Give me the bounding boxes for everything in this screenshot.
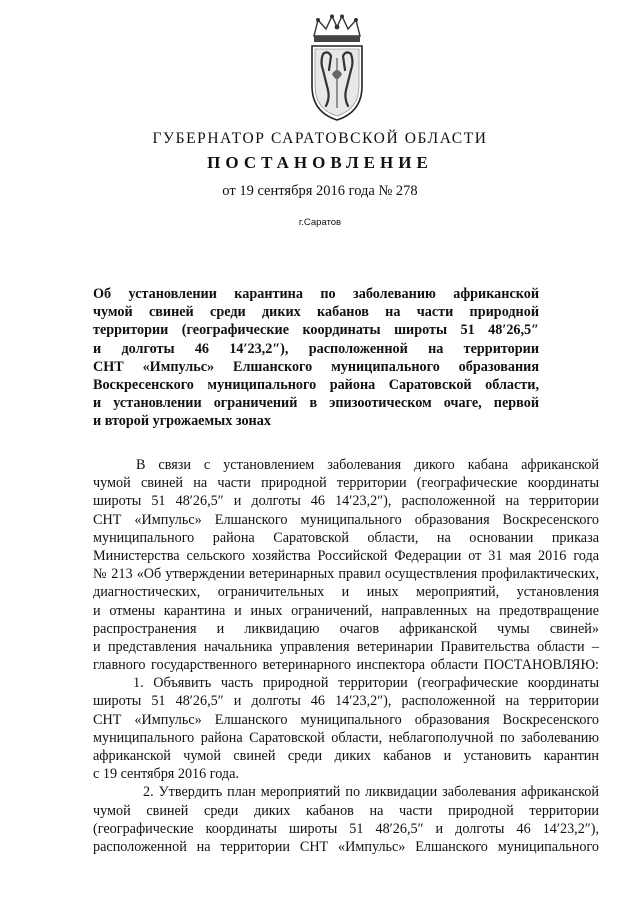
body-line: чумой свиней на части природной территории (географические координаты xyxy=(93,475,599,492)
body-line: муниципального района Саратовской области, неблагополучной по заболеванию xyxy=(93,729,599,746)
body-line: муниципального района Саратовской области, на основании приказа xyxy=(93,529,599,546)
document-body xyxy=(93,456,599,856)
title-line: Воскресенского муниципального района Саратовской области, xyxy=(93,376,539,393)
title-line: и второй угрожаемых зонах xyxy=(93,413,271,430)
issuing-authority: ГУБЕРНАТОР САРАТОВСКОЙ ОБЛАСТИ xyxy=(152,130,488,147)
title-line: и долготы 46 14′23,2″), расположенной на территории xyxy=(93,340,539,357)
title-line: чумой свиней среди диких кабанов на части природной xyxy=(93,304,539,321)
body-line: чумой свиней среди диких кабанов на части природной территории xyxy=(93,802,599,819)
body-line: СНТ «Импульс» Елшанского муниципального образования Воскресенского xyxy=(93,511,599,528)
document-title xyxy=(93,285,539,431)
body-line: широты 51 48′26,5″ и долготы 46 14′23,2″), расположенной на территории xyxy=(93,693,599,710)
title-line: территории (географические координаты широты 51 48′26,5″ xyxy=(93,322,539,339)
document-type: ПОСТАНОВЛЕНИЕ xyxy=(207,153,433,172)
title-line: Об установлении карантина по заболеванию африканской xyxy=(93,286,539,302)
body-line: 2. Утвердить план мероприятий по ликвидации заболевания африканской xyxy=(143,784,599,801)
body-line: СНТ «Импульс» Елшанского муниципального образования Воскресенского xyxy=(93,711,599,728)
body-line: и представления начальника управления ветеринарии Правительства области – xyxy=(93,638,599,655)
body-line: с 19 сентября 2016 года. xyxy=(93,766,239,783)
body-line: расположенной на территории СНТ «Импульс» Елшанского муниципального xyxy=(93,838,599,855)
body-line: главного государственного ветеринарного инспектора области ПОСТАНОВЛЯЮ: xyxy=(93,657,599,674)
title-line: СНТ «Импульс» Елшанского муниципального образования xyxy=(93,358,539,375)
body-line: распространения и ликвидацию очагов африканской чумы свиней» xyxy=(93,620,599,637)
body-line: 1. Объявить часть природной территории (географические координаты xyxy=(133,675,599,692)
saratov-coat-of-arms-emblem xyxy=(306,14,368,122)
body-line: африканской чумой свиней среди диких кабанов и установить карантин xyxy=(93,748,599,764)
body-line: В связи с установлением заболевания дикого кабана африканской xyxy=(136,457,599,473)
body-line: и отмены карантина и иных ограничений, направленных на предотвращение xyxy=(93,602,599,619)
document-date-number: от 19 сентября 2016 года № 278 xyxy=(222,183,418,199)
body-line: Министерства сельского хозяйства Российской Федерации от 31 мая 2016 года xyxy=(93,547,599,564)
body-line: № 213 «Об утверждении ветеринарных правил осуществления профилактических, xyxy=(93,566,599,583)
body-line: диагностических, ограничительных и иных мероприятий, установления xyxy=(93,584,599,601)
title-line: и установлении ограничений в эпизоотическом очаге, первой xyxy=(93,395,539,412)
body-line: широты 51 48′26,5″ и долготы 46 14′23,2″), расположенной на территории xyxy=(93,493,599,510)
body-line: (географические координаты широты 51 48′26,5″ и долготы 46 14′23,2″), xyxy=(93,820,599,837)
document-city: г.Саратов xyxy=(298,217,342,228)
